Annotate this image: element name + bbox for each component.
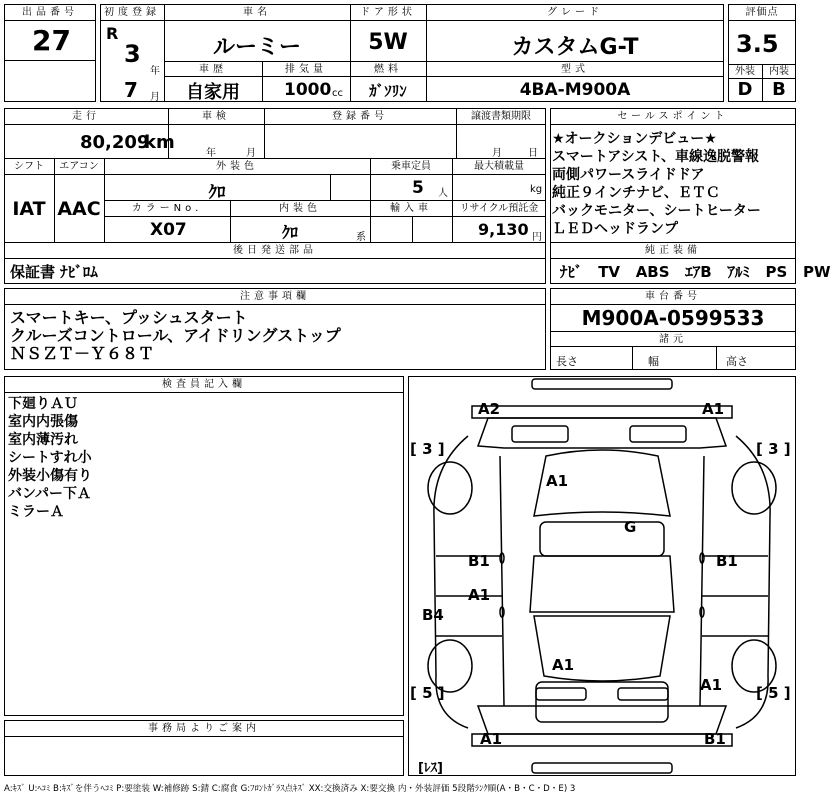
lot-number: 27	[32, 24, 71, 57]
recycle-label: リサイクル預託金	[459, 203, 539, 214]
colorno-label: カラーNo.	[131, 203, 203, 214]
chassis-label: 車台番号	[645, 291, 701, 302]
damage-mark: B1	[704, 730, 726, 748]
damage-mark: A1	[480, 730, 503, 748]
inspector-line: 外装小傷有り	[8, 468, 92, 484]
int-color-label: 内装色	[279, 203, 321, 214]
model-code: 4BA-M900A	[519, 80, 631, 100]
yen-unit: 円	[532, 232, 542, 243]
inspector-label: 検査員記入欄	[162, 379, 246, 390]
door-label: ドア形状	[360, 7, 416, 18]
ac: AAC	[57, 198, 101, 220]
mileage-label: 走行	[72, 111, 100, 122]
kei-unit: 系	[356, 232, 366, 243]
fuel: ｶﾞｿﾘﾝ	[369, 82, 407, 100]
reg-year: 3	[124, 40, 141, 68]
inspector-line: 室内内張傷	[8, 414, 78, 430]
spec-label: 諸元	[659, 334, 687, 345]
shift: IAT	[12, 198, 46, 220]
inspection-month-unit: 月	[246, 148, 256, 159]
door-type: 5W	[368, 30, 408, 55]
equip-item: ABS	[635, 263, 670, 281]
inspector-line: 室内薄汚れ	[8, 432, 78, 448]
color-label: 外装色	[216, 161, 258, 172]
reg-year-unit: 年	[150, 66, 160, 77]
capacity-label: 乗車定員	[391, 161, 431, 172]
grade-label: グレード	[547, 7, 603, 18]
exterior-color: ｸﾛ	[208, 183, 226, 203]
inspector-line: バンパー下Ａ	[8, 486, 92, 502]
score-label: 評価点	[745, 7, 779, 18]
color-number: X07	[150, 220, 187, 240]
reg-month-unit: 月	[150, 92, 160, 103]
capacity: 5	[412, 178, 424, 198]
sales-line: スマートアシスト、車線逸脱警報	[552, 149, 760, 165]
person-unit: 人	[438, 188, 448, 199]
notes-label: 注意事項欄	[240, 291, 310, 302]
damage-mark: B1	[716, 552, 738, 570]
mileage: 80,209	[80, 132, 150, 153]
damage-mark: A1	[468, 586, 491, 604]
sales-line: 純正９インチナビ、ＥＴＣ	[552, 185, 720, 201]
height-label: 高さ	[726, 355, 748, 368]
note-line: ＮＳＺＴ－Ｙ６８Ｔ	[10, 344, 155, 363]
tire-fr: [ 3 ]	[756, 440, 791, 458]
equip-item: TV	[598, 263, 621, 281]
exterior-score: D	[737, 79, 753, 100]
damage-mark: A1	[700, 676, 723, 694]
inspection-label: 車検	[202, 111, 230, 122]
note-line: スマートキー、プッシュスタート	[10, 308, 248, 327]
reg-era: R	[106, 24, 119, 43]
legend: A:ｷｽﾞ U:ﾍｺﾐ B:ｷｽﾞを伴うﾍｺﾐ P:要塗装 W:補修跡 S:錆 C:腐食 G:ﾌﾛﾝﾄｶﾞﾗｽ点ｷｽﾞ XX:交換済み X:要交換 内・外装評価 5段階ﾗﾝｸ順(A・B・C・D・E) 3	[4, 784, 576, 794]
load-label: 最大積載量	[474, 161, 524, 172]
car-outline	[408, 376, 796, 776]
note-line: クルーズコントロール、アイドリングストップ	[10, 326, 341, 345]
shift-label: シフト	[14, 161, 44, 172]
sales-line: 両側パワースライドドア	[552, 167, 705, 183]
sales-label: セールスポイント	[617, 111, 729, 122]
tire-fl: [ 3 ]	[410, 440, 445, 458]
inspector-line: 下廻りＡＵ	[8, 396, 78, 412]
ac-label: エアコン	[59, 161, 99, 172]
later-parts-label: 後日発送部品	[233, 245, 317, 256]
lot-label: 出品番号	[22, 7, 78, 18]
import-label: 輸入車	[390, 203, 432, 214]
equip-item: PW	[803, 263, 831, 281]
tire-rr: [ 5 ]	[756, 684, 791, 702]
equip-item: ｴｱB	[685, 263, 712, 281]
grade: カスタムG-T	[511, 35, 639, 60]
fuel-label: 燃料	[374, 64, 402, 75]
interior-color: ｸﾛ	[282, 223, 299, 242]
inspection-year-unit: 年	[206, 148, 216, 159]
inspector-line: シートすれ小	[8, 450, 92, 466]
history: 自家用	[186, 82, 240, 103]
interior-score: B	[772, 79, 786, 100]
km-unit: km	[144, 132, 175, 153]
office-label: 事務局よりご案内	[148, 723, 260, 734]
equip-list	[560, 261, 831, 282]
inspector-line: ミラーＡ	[8, 504, 64, 520]
tire-rl: [ 5 ]	[410, 684, 445, 702]
kg-unit: kg	[530, 184, 543, 195]
equip-label: 純正装備	[645, 245, 701, 256]
chassis-number: M900A-0599533	[581, 306, 765, 330]
history-label: 車歴	[199, 64, 227, 75]
transfer-label: 譲渡書類期限	[471, 111, 531, 122]
damage-mark: B4	[422, 606, 444, 624]
interior-label: 内装	[769, 66, 789, 77]
equip-item: ｱﾙﾐ	[727, 263, 750, 281]
equip-item: ﾅﾋﾞ	[560, 263, 583, 281]
first-reg-label: 初度登録	[104, 7, 160, 18]
cc-unit: cc	[332, 88, 343, 99]
displacement: 1000	[284, 80, 332, 100]
width-label: 幅	[648, 355, 659, 368]
damage-mark: A2	[478, 400, 501, 418]
sales-line: バックモニター、シートヒーター	[552, 203, 761, 219]
damage-mark: B1	[468, 552, 490, 570]
spare-tire: [ﾚｽ]	[418, 761, 443, 776]
score: 3.5	[736, 30, 779, 58]
sales-line: ＬＥＤヘッドランプ	[552, 221, 678, 237]
transfer-month-unit: 月	[492, 148, 502, 159]
recycle-fee: 9,130	[478, 220, 529, 239]
model-label: 型式	[561, 64, 589, 75]
regno-label: 登録番号	[332, 111, 388, 122]
sales-line: ★オークションデビュー★	[552, 131, 717, 147]
exterior-label: 外装	[735, 66, 755, 77]
reg-month: 7	[124, 78, 138, 102]
length-label: 長さ	[556, 355, 578, 368]
later-parts: 保証書 ﾅﾋﾞﾛﾑ	[10, 263, 98, 281]
damage-mark: A1	[546, 472, 569, 490]
transfer-day-unit: 日	[528, 148, 538, 159]
damage-mark: A1	[552, 656, 575, 674]
damage-mark: G	[624, 518, 637, 536]
damage-mark: A1	[702, 400, 725, 418]
equip-item: PS	[765, 263, 788, 281]
car-name: ルーミー	[212, 35, 301, 60]
name-label: 車名	[243, 7, 271, 18]
displacement-label: 排気量	[285, 64, 327, 75]
